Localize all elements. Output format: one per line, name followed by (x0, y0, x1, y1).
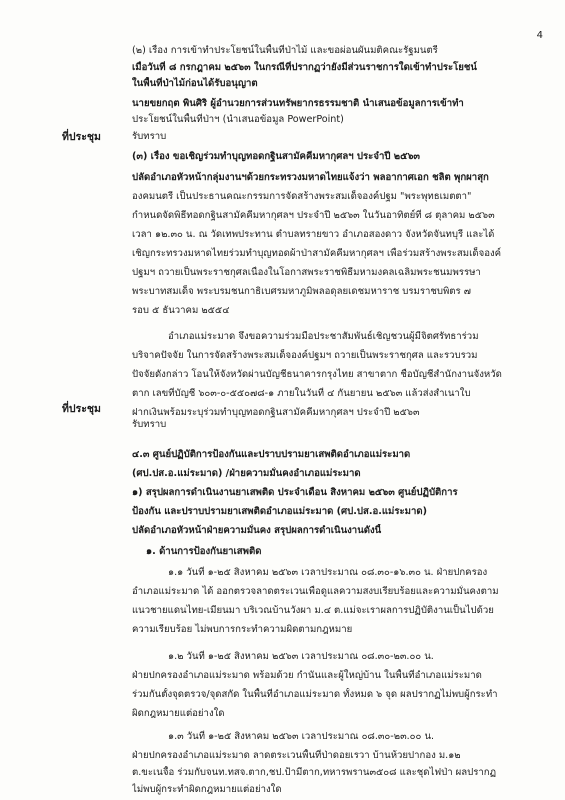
text-line: ๑.๓ วันที่ ๑-๒๕ สิงหาคม ๒๕๖๓ เวลาประมาณ ๐๘.๓๐-๒๓.๐๐ น. (168, 731, 435, 742)
meeting-label-2: ที่ประชุม (62, 403, 101, 415)
text-line: ผิดกฎหมายแต่อย่างใด (132, 708, 225, 719)
text-line: องคมนตรี เป็นประธานคณะกรรมการจัดสร้างพระสมเด็จองค์ปฐม "พระพุทธเมตตา" (132, 191, 472, 202)
text-line: ตาก เลขที่บัญชี ๖๐๓-๐-๕๕๐๗๘-๑ ภายในวันที่ ๔ กันยายน ๒๕๖๓ แล้วส่งสำเนาใบ (132, 388, 471, 399)
text-line: รอบ ๕ ธันวาคม ๒๕๕๔ (132, 305, 230, 316)
text-line: ๑.๒ วันที่ ๑-๒๕ สิงหาคม ๒๕๖๓ เวลาประมาณ ๐๘.๓๐-๒๓.๐๐ น. (168, 651, 434, 662)
text-line: นายขยกฤต พินศิริ ผู้อำนวยการส่วนทรัพยากรธรรมชาติ นำเสนอข้อมูลการเข้าทำ (132, 98, 464, 109)
text-line: เมื่อวันที่ ๘ กรกฎาคม ๒๕๖๓ ในกรณีที่ปรากฏว่ายังมีส่วนราชการใดเข้าทำประโยชน์ (132, 62, 477, 73)
text-line: ฝ่ายปกครองอำเภอแม่ระมาด พร้อมด้วย กำนันและผู้ใหญ่บ้าน ในพื้นที่อำเภอแม่ระมาด (132, 670, 482, 681)
text-line: (๓) เรื่อง ขอเชิญร่วมทำบุญทอดกฐินสามัคคีมหากุศลฯ ประจำปี ๒๕๖๓ (132, 151, 420, 162)
text-line: แนวชายแดนไทย-เมียนมา บริเวณบ้านวังผา ม.๔ ต.แม่จะเราผลการปฏิบัติงานเป็นไปด้วย (132, 605, 494, 616)
text-line: ๑.๑ วันที่ ๑-๒๕ สิงหาคม ๒๕๖๓ เวลาประมาณ ๐๘.๓๐-๑๖.๓๐ น. ฝ่ายปกครอง (168, 567, 488, 578)
section-heading: ๑. ด้านการป้องกันยาเสพติด (146, 546, 262, 557)
text-line: ไม่พบผู้กระทำผิดกฎหมายแต่อย่างใด (132, 784, 282, 795)
text-line: ต.ขะเนจื้อ ร่วมกับจนท.ทสจ.ตาก,ชป.ป้ามีตาก,ทหารพราน๓๕๐๘ และชุดไฟป่า ผลปรากฏ (132, 767, 497, 778)
text-line: (ศป.ปส.อ.แม่ระมาด) /ฝ่ายความมั่นคงอำเภอแม่ระมาด (132, 468, 361, 479)
text-line: ปลัดอำเภอหัวหน้าฝ่ายความมั่นคง สรุปผลการดำเนินงานดังนี้ (132, 525, 382, 536)
text-line: รับทราบ (132, 419, 167, 430)
text-line: ๑) สรุปผลการดำเนินงานยาเสพติด ประจำเดือน สิงหาคม ๒๕๖๓ ศูนย์ปฏิบัติการ (132, 487, 458, 498)
text-line: ความเรียบร้อย ไม่พบการกระทำความผิดตามกฎหมาย (132, 624, 353, 635)
text-line: (๒) เรื่อง การเข้าทำประโยชน์ในพื้นที่ป่าไม้ และขอผ่อนผันมติคณะรัฐมนตรี (132, 45, 438, 56)
text-line: เชิญกระทรวงมหาดไทยร่วมทำบุญทอดผ้าป่าสามัคคีมหากุศลฯ เพื่อร่วมสร้างพระสมเด็จองค์ (132, 248, 502, 259)
text-line: ปัจจัยดังกล่าว โอนให้จังหวัดผ่านบัญชีธนาคารกรุงไทย สาขาตาก ชื่อบัญชีสำนักงานจังหวัด (132, 369, 502, 380)
text-line: ประโยชน์ในพื้นที่ป่าฯ (นำเสนอข้อมูล PowerPoint) (132, 114, 344, 125)
text-line: ปลัดอำเภอหัวหน้ากลุ่มงานฯด้วยกระทรวงมหาดไทยแจ้งว่า พลอากาศเอก ชลิต พุกผาสุก (132, 172, 489, 183)
text-line: ในพื้นที่ป่าไม้ก่อนได้รับอนุญาต (132, 78, 258, 89)
text-line: อำเภอแม่ระมาด จึงขอความร่วมมือประชาสัมพันธ์เชิญชวนผู้มีจิตศรัทธาร่วม (168, 331, 479, 342)
text-line: อำเภอแม่ระมาด ได้ ออกตรวจลาดตระเวนเพื่อดูแลความสงบเรียบร้อยและความมั่นคงตาม (132, 586, 499, 597)
text-line: เวลา ๑๒.๓๐ น. ณ วัดเทพประทาน ตำบลทรายขาว อำเภอสองดาว จังหวัดจันทบุรี และได้ (132, 229, 495, 240)
text-line: กำหนดจัดพิธีทอดกฐินสามัคคีมหากุศลฯ ประจำปี ๒๕๖๓ ในวันอาทิตย์ที่ ๘ ตุลาคม ๒๕๖๓ (132, 210, 495, 221)
text-line: รับทราบ (132, 131, 167, 142)
page-number: 4 (536, 30, 543, 41)
text-line: ปฐมฯ ถวายเป็นพระราชกุศลเนื่องในโอกาสพระราชพิธีมหามงคลเฉลิมพระชนมพรรษา (132, 267, 481, 278)
text-line: พระบาทสมเด็จ พระบรมชนกาธิเบศรมหาภูมิพลอดุลยเดชมหาราช บรมราชบพิตร ๗ (132, 286, 471, 297)
meeting-label-1: ที่ประชุม (62, 131, 101, 143)
text-line: ร่วมกันตั้งจุดตรวจ/จุดสกัด ในพื้นที่อำเภอแม่ระมาด ทั้งหมด ๖ จุด ผลปรากฏไม่พบผู้กระทำ (132, 689, 498, 700)
text-line: ป้องกัน และปราบปรามยาเสพติดอำเภอแม่ระมาด (ศป.ปส.อ.แม่ระมาด) (132, 506, 428, 517)
text-line: ๔.๓ ศูนย์ปฏิบัติการป้องกันและปราบปรามยาเสพติดอำเภอแม่ระมาด (132, 449, 411, 460)
text-line: ฝ่ายปกครองอำเภอแม่ระมาด ลาดตระเวนพื้นที่ป่าดอยเรวา บ้านห้วยปากอง ม.๑๒ (132, 750, 461, 761)
text-line: ฝากเงินพร้อมระบุร่วมทำบุญทอดกฐินสามัคคีมหากุศลฯ ประจำปี ๒๕๖๓ (132, 407, 420, 418)
text-line: บริจาคปัจจัย ในการจัดสร้างพระสมเด็จองค์ปฐมฯ ถวายเป็นพระราชกุศล และรวบรวม (132, 350, 478, 361)
